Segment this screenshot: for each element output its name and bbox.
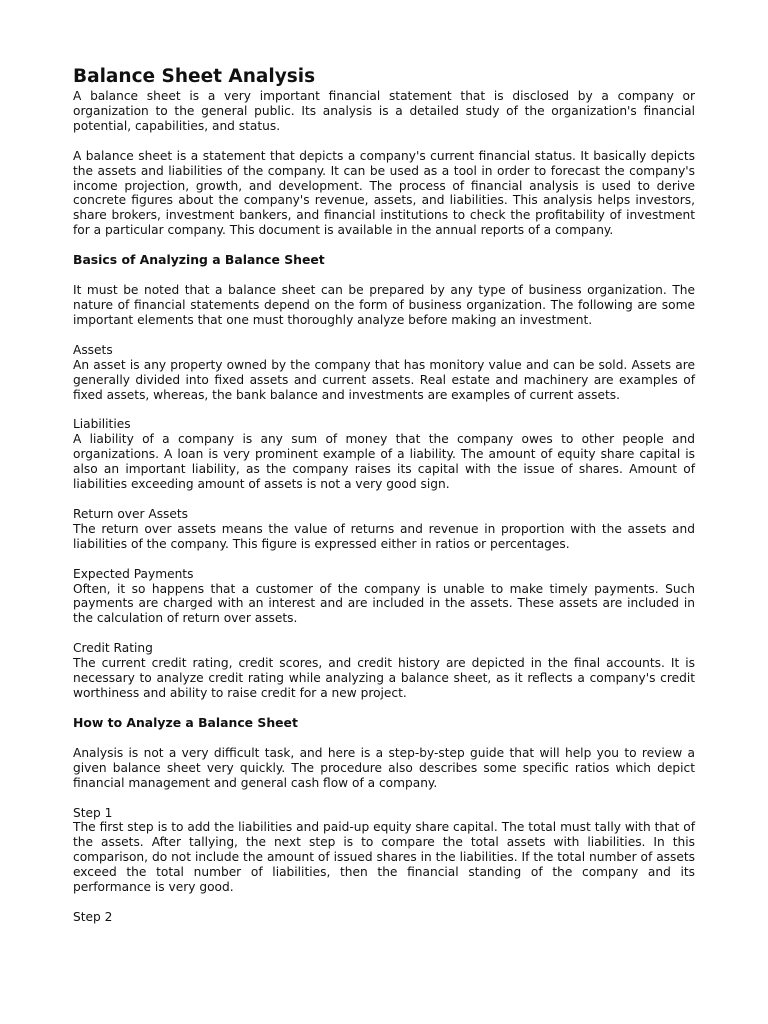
step-1-paragraph: The first step is to add the liabilities and paid-up equity share capital. The total must tally with that of the assets. After tallying, the next step is to compare the total assets with liabilities. In this comparison, do not include the amount of issued shares in the liabilities. If the total number of assets exceed the total number of liabilities, then the financial standing of the company and its performance is very good.	[73, 820, 695, 895]
expected-payments-paragraph: Often, it so happens that a customer of the company is unable to make timely payments. Such payments are charged with an interest and are included in the assets. These assets are included in the calculation of return over assets.	[73, 581, 695, 626]
assets-paragraph: An asset is any property owned by the company that has monitory value and can be sold. Assets are generally divided into fixed assets and current assets. Real estate and machinery are examples of fixed assets, whereas, the bank balance and investments are examples of current assets.	[73, 357, 695, 402]
document-page	[73, 66, 695, 925]
section-heading-how-to: How to Analyze a Balance Sheet	[73, 714, 298, 730]
credit-rating-paragraph: The current credit rating, credit scores, and credit history are depicted in the final accounts. It is necessary to analyze credit rating while analyzing a balance sheet, as it reflects a company's credit worthiness and ability to raise credit for a new project.	[73, 656, 695, 700]
subheading-expected-payments: Expected Payments	[73, 566, 194, 581]
subheading-return-over-assets: Return over Assets	[73, 506, 189, 521]
liabilities-paragraph: A liability of a company is any sum of money that the company owes to other people and organizations. A loan is very prominent example of a liability. The amount of equity share capital is also an important liability, as the company raises its capital with the issue of shares. Amount of liabilities exceeding amount of assets is not a very good sign.	[73, 432, 695, 492]
basics-paragraph: It must be noted that a balance sheet can be prepared by any type of business organization. The nature of financial statements depend on the form of business organization. The following are some important elements that one must thoroughly analyze before making an investment.	[73, 283, 695, 327]
subheading-credit-rating: Credit Rating	[73, 641, 153, 656]
intro-paragraph-2: A balance sheet is a statement that depicts a company's current financial status. It basically depicts the assets and liabilities of the company. It can be used as a tool in order to forecast the company's income projection, growth, and development. The process of financial analysis is used to derive concrete figures about the company's revenue, assets, and liabilities. This analysis helps investors, share brokers, investment bankers, and financial institutions to check the profitability of investment for a particular company. This document is available in the annual reports of a company.	[73, 148, 695, 238]
subheading-step-1: Step 1	[73, 805, 113, 820]
subheading-liabilities: Liabilities	[73, 417, 131, 432]
section-heading-basics: Basics of Analyzing a Balance Sheet	[73, 252, 325, 268]
return-over-assets-paragraph: The return over assets means the value of returns and revenue in proportion with the assets and liabilities of the company. This figure is expressed either in ratios or percentages.	[73, 521, 695, 551]
howto-paragraph: Analysis is not a very difficult task, and here is a step-by-step guide that will help you to review a given balance sheet very quickly. The procedure also describes some specific ratios which depict financial management and general cash flow of a company.	[73, 745, 695, 790]
intro-paragraph-1: A balance sheet is a very important financial statement that is disclosed by a company or organization to the general public. Its analysis is a detailed study of the organization's financial potential, capabilities, and status.	[73, 89, 695, 133]
subheading-step-2: Step 2	[73, 909, 113, 924]
subheading-assets: Assets	[73, 342, 113, 357]
page-title: Balance Sheet Analysis	[73, 66, 316, 87]
